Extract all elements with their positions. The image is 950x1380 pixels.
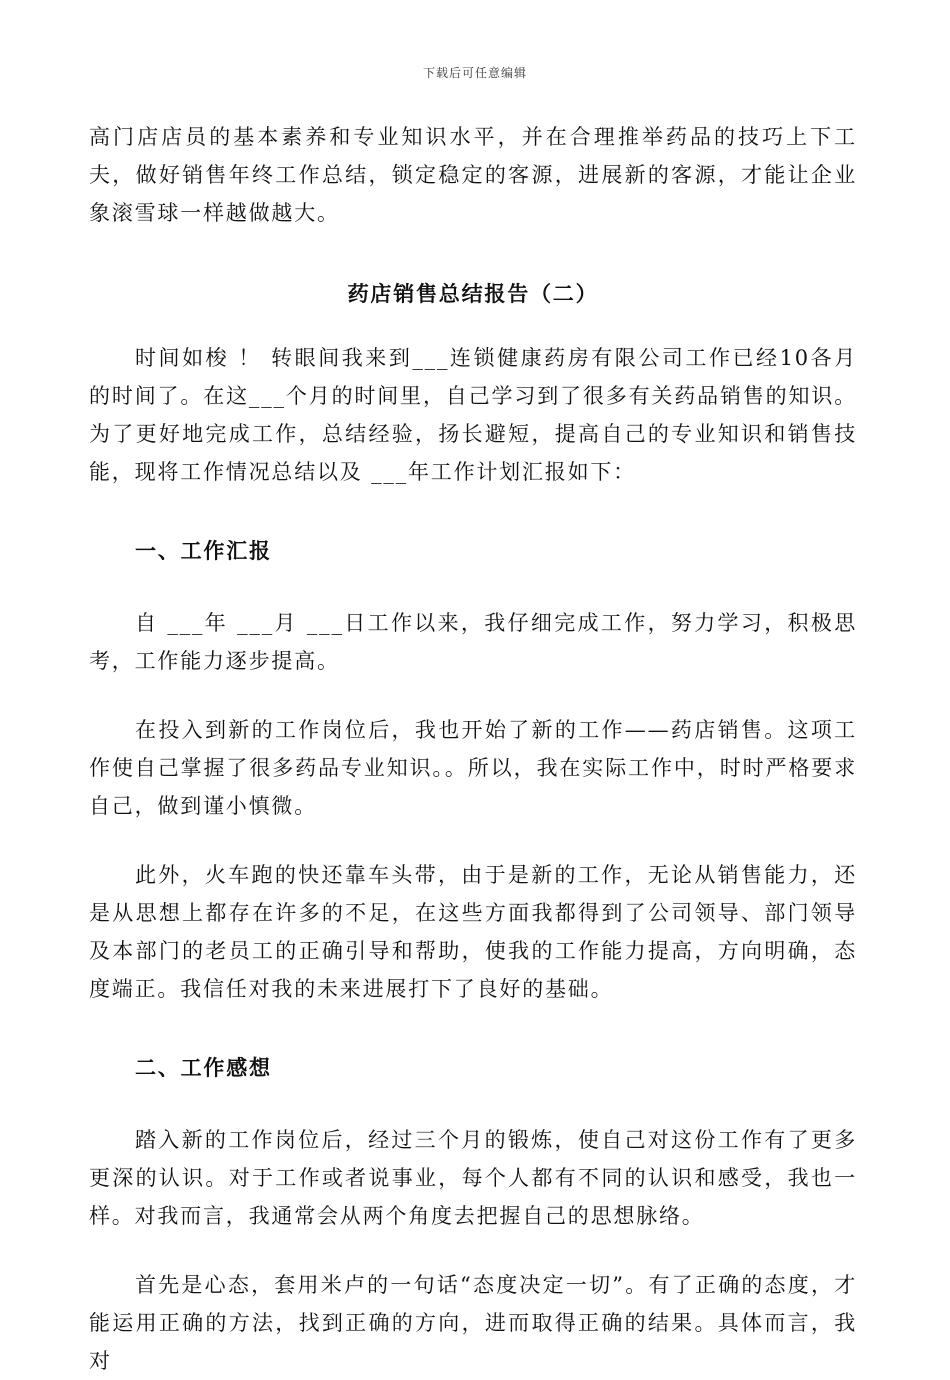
paragraph-intro-continuation: 高门店店员的基本素养和专业知识水平，并在合理推举药品的技巧上下工夫，做好销售年终工作总结，锁定稳定的客源，进展新的客源，才能让企业象滚雪球一样越做越大。 xyxy=(89,125,857,225)
section-heading-work-reflection: 二、工作感想 xyxy=(135,1055,272,1080)
paragraph-opening: 时间如梭 ！ 转眼间我来到___连锁健康药房有限公司工作已经10各月的时间了。在这___个月的时间里，自己学习到了很多有关药品销售的知识。为了更好地完成工作，总结经验，扬长避短，提高自己的专业知识和销售技能，现将工作情况总结以及 ___年工作计划汇报如下： xyxy=(89,346,857,484)
paragraph-new-position: 在投入到新的工作岗位后，我也开始了新的工作——药店销售。这项工作使自己掌握了很多药品专业知识。。所以，我在实际工作中，时时严格要求自己，做到谨小慎微。 xyxy=(89,718,857,818)
report-title: 药店销售总结报告（二） xyxy=(347,281,599,306)
paragraph-work-start: 自 ___年 ___月 ___日工作以来，我仔细完成工作，努力学习，积极思考，工作能力逐步提高。 xyxy=(89,611,857,673)
document-body xyxy=(89,118,857,1380)
paragraph-reflection: 踏入新的工作岗位后，经过三个月的锻炼，使自己对这份工作有了更多更深的认识。对于工作或者说事业，每个人都有不同的认识和感受，我也一样。对我而言，我通常会从两个角度去把握自己的思想脉络。 xyxy=(89,1128,857,1228)
paragraph-guidance: 此外，火车跑的快还靠车头带，由于是新的工作，无论从销售能力，还是从思想上都存在许多的不足，在这些方面我都得到了公司领导、部门领导及本部门的老员工的正确引导和帮助，使我的工作能力提高，方向明确，态度端正。我信任对我的未来进展打下了良好的基础。 xyxy=(89,863,857,1001)
paragraph-attitude: 首先是心态，套用米卢的一句话“态度决定一切”。有了正确的态度，才能运用正确的方法，找到正确的方向，进而取得正确的结果。具体而言，我对 xyxy=(89,1273,857,1373)
header-note: 下载后可任意编辑 xyxy=(422,66,527,80)
section-heading-work-report: 一、工作汇报 xyxy=(135,538,272,563)
